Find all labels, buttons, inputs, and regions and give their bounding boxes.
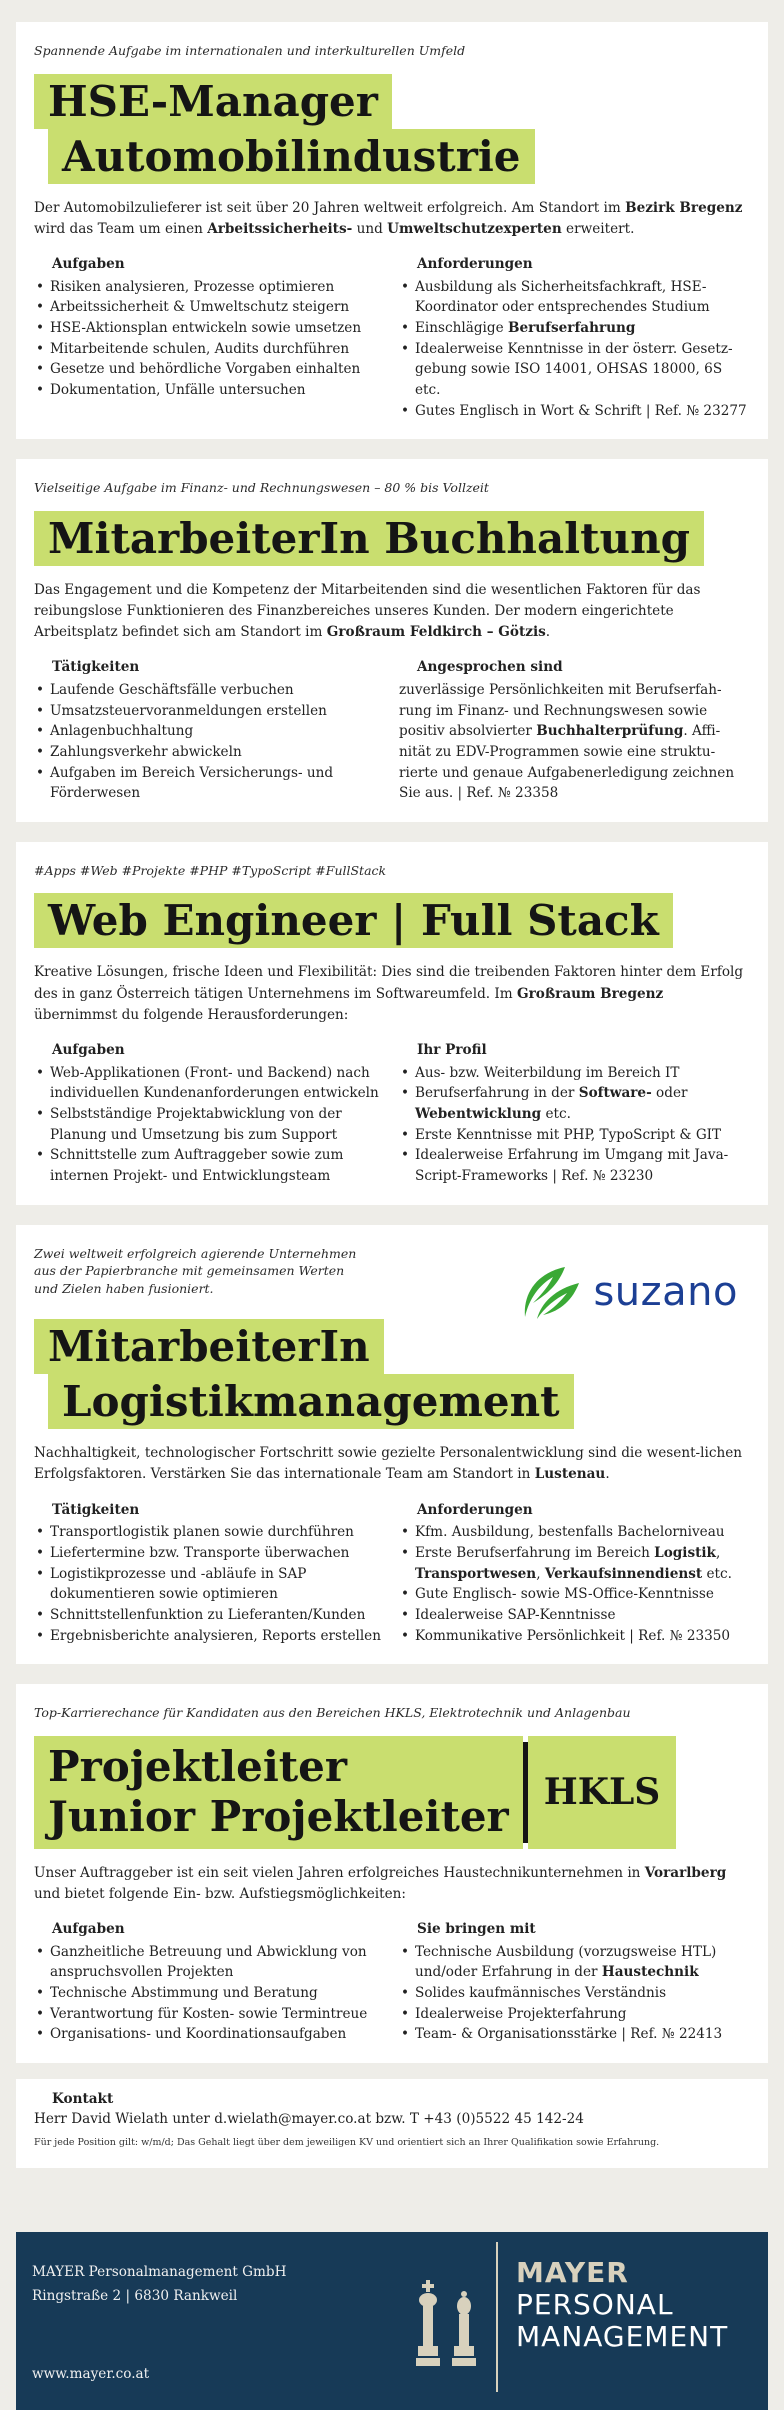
text: Einschlägige: [415, 319, 508, 336]
contact-section: [16, 2079, 768, 2168]
job-title: [34, 1736, 750, 1849]
list-item: • Anlagenbuchhaltung: [34, 721, 385, 742]
job-ad-buchhaltung: [16, 459, 768, 822]
job-intro: Top-Karrierechance für Kandidaten aus den Bereichen HKLS, Elektrotechnik und Anlagenbau: [34, 1705, 631, 1721]
requirements-column: [399, 1500, 750, 1647]
list-item: • Ausbildung als Sicherheitsfachkraft, HSE-Koordinator oder entsprechendes Studium: [399, 277, 750, 318]
mayer-logo: [516, 2258, 728, 2353]
job-title-line-1: MitarbeiterIn Buchhaltung: [34, 511, 704, 566]
job-intro: Spannende Aufgabe im internationalen und interkulturellen Umfeld: [34, 43, 466, 58]
suzano-leaf-icon: [519, 1263, 583, 1321]
job-ad-projektleiter: [16, 1684, 768, 2063]
emphasis: Buchhalterprüfung: [536, 723, 684, 740]
text: ,: [715, 1544, 721, 1561]
job-details: [34, 1040, 750, 1187]
job-intro: Zwei weltweit erfolgreich agierende Unternehmen aus der Papierbranche mit gemeinsamen Werten und Zielen haben fusioniert.: [34, 1245, 357, 1296]
tasks-column: [34, 1919, 385, 2045]
list-item: [399, 1543, 750, 1584]
company-street: Ringstraße 2 | 6830 Rankweil: [32, 2288, 238, 2305]
list-item: • Organisations- und Koordinationsaufgaben: [34, 2024, 385, 2045]
emphasis: Webentwicklung: [415, 1106, 542, 1123]
list-item: • Aus- bzw. Weiterbildung im Bereich IT: [399, 1063, 750, 1084]
tasks-list: [34, 680, 385, 804]
list-item: • Dokumentation, Unfälle untersuchen: [34, 380, 385, 401]
list-item: • Web-Applikationen (Front- und Backend) nach individuellen Kundenanforderungen entwickeln: [34, 1063, 385, 1104]
job-ad-logistik: [16, 1225, 768, 1665]
tasks-column: [34, 254, 385, 421]
suzano-wordmark: suzano: [593, 1268, 738, 1315]
job-title-line-1: HSE-Manager: [34, 74, 392, 129]
profile-column: [399, 1040, 750, 1187]
text: ,: [536, 1565, 545, 1582]
emphasis: Berufserfahrung: [507, 319, 636, 336]
requirements-column: [399, 254, 750, 421]
list-item: [399, 1083, 750, 1124]
text: Kreative Lösungen, frische Ideen und Flexibilität: Dies sind die treibenden Faktoren hinter dem Erfolg des in ganz Österreich tätigen Unternehmens im Softwareumfeld. Im: [34, 964, 744, 1002]
job-description: [34, 198, 750, 240]
tasks-heading: Tätigkeiten: [52, 1501, 140, 1518]
list-item: • Idealerweise SAP-Kenntnisse: [399, 1605, 750, 1626]
emphasis: Haustechnik: [601, 1964, 699, 1981]
job-description: [34, 1863, 750, 1905]
job-ad-hse-manager: [16, 22, 768, 439]
emphasis: Umweltschutzexperten: [387, 220, 562, 237]
text: Unser Auftraggeber ist ein seit vielen Jahren erfolgreiches Haustechnikunternehmen in: [34, 1864, 645, 1881]
list-item: • Aufgaben im Bereich Versicherungs- und Förderwesen: [34, 763, 385, 804]
list-item: • Logistikprozesse und -abläufe in SAP dokumentieren sowie optimieren: [34, 1564, 385, 1605]
contact-heading: Kontakt: [52, 2090, 114, 2107]
text: Berufserfahrung in der: [415, 1085, 579, 1102]
tasks-heading: Aufgaben: [52, 1042, 125, 1059]
emphasis: Logistik: [654, 1544, 716, 1561]
suzano-logo: [519, 1263, 738, 1321]
text: erweitert.: [561, 220, 635, 237]
emphasis: Transportwesen: [415, 1565, 537, 1582]
separator: [0, 1205, 784, 1225]
list-item: • Selbstständige Projektabwicklung von der Planung und Umsetzung bis zum Support: [34, 1104, 385, 1145]
profile-heading: Ihr Profil: [417, 1042, 487, 1059]
list-item: • Verantwortung für Kosten- sowie Termintreue: [34, 2004, 385, 2025]
tasks-list: [34, 1063, 385, 1187]
location: Großraum Feldkirch – Götzis: [326, 624, 546, 641]
list-item: • Gute Englisch- sowie MS-Office-Kenntnisse: [399, 1584, 750, 1605]
text: .: [605, 1466, 610, 1483]
brand-line-1: MAYER: [516, 2256, 629, 2289]
list-item: • Kfm. Ausbildung, bestenfalls Bachelorniveau: [399, 1522, 750, 1543]
text: Das Engagement und die Kompetenz der Mitarbeitenden sind die wesentlichen Faktoren für das reibungslose Funktionieren des Finanzbereiches unseres Kunden. Der modern eingerichtete Arbeitsplatz befindet sich am Standort im: [34, 581, 701, 641]
separator: [0, 822, 784, 842]
company-address: [32, 2260, 286, 2309]
separator: [0, 2063, 784, 2079]
job-details: [34, 657, 750, 804]
job-title-line-1: Projektleiter: [48, 1741, 348, 1791]
tasks-column: [34, 1500, 385, 1647]
list-item: • Idealerweise Projekterfahrung: [399, 2004, 750, 2025]
tasks-list: [34, 277, 385, 401]
contact-block: [34, 2089, 750, 2150]
list-item: • Kommunikative Persönlichkeit | Ref. № 23350: [399, 1626, 750, 1647]
job-intro: #Apps #Web #Projekte #PHP #TypoScript #FullStack: [34, 862, 387, 878]
text: .: [545, 624, 551, 641]
job-title-line-2: Logistikmanagement: [48, 1374, 574, 1429]
tasks-column: [34, 657, 385, 804]
website-link[interactable]: www.mayer.co.at: [32, 2366, 150, 2382]
emphasis: Arbeitssicherheits-: [207, 220, 353, 237]
list-item: • Liefertermine bzw. Transporte überwachen: [34, 1543, 385, 1564]
tasks-heading: Aufgaben: [52, 1920, 125, 1937]
location: Lustenau: [534, 1466, 606, 1483]
text: Der Automobilzulieferer ist seit über 20 Jahren weltweit erfolgreich. Am Standort im: [34, 199, 626, 216]
job-title: [34, 511, 750, 566]
list-item: • Umsatzsteuervoranmeldungen erstellen: [34, 701, 385, 722]
location: Großraum Bregenz: [517, 985, 664, 1002]
job-title-line-1: MitarbeiterIn: [34, 1319, 384, 1374]
profile-heading: Sie bringen mit: [417, 1920, 536, 1937]
list-item: • Mitarbeitende schulen, Audits durchführen: [34, 339, 385, 360]
text: übernimmst du folgende Herausforderungen:: [34, 1006, 349, 1023]
text: Erste Berufserfahrung im Bereich: [415, 1544, 655, 1561]
company-name: MAYER Personalmanagement GmbH: [32, 2264, 287, 2280]
list-item: • Laufende Geschäftsfälle verbuchen: [34, 680, 385, 701]
requirements-heading: Anforderungen: [417, 255, 533, 272]
list-item: • HSE-Aktionsplan entwickeln sowie umsetzen: [34, 318, 385, 339]
list-item: • Gesetze und behördliche Vorgaben einhalten: [34, 359, 385, 380]
location: Vorarlberg: [644, 1864, 727, 1881]
tasks-list: [34, 1942, 385, 2045]
profile-text: [399, 680, 750, 804]
list-item: • Idealerweise Erfahrung im Umgang mit Java-Script-Frameworks | Ref. № 23230: [399, 1145, 750, 1186]
location: Bezirk Bregenz: [625, 199, 743, 216]
list-item: • Risiken analysieren, Prozesse optimieren: [34, 277, 385, 298]
job-intro: Vielseitige Aufgabe im Finanz- und Rechnungswesen – 80 % bis Vollzeit: [34, 480, 489, 496]
job-title: [34, 74, 750, 184]
job-description: [34, 1443, 750, 1485]
job-title-line-1: Web Engineer | Full Stack: [34, 893, 673, 948]
job-title-line-2: Junior Projektleiter: [48, 1792, 509, 1842]
job-description: [34, 580, 750, 644]
text: etc.: [702, 1565, 732, 1582]
job-description: [34, 962, 750, 1026]
job-title-line-2: Automobilindustrie: [48, 129, 535, 184]
job-details: [34, 1919, 750, 2045]
list-item: • Team- & Organisationsstärke | Ref. № 22413: [399, 2024, 750, 2045]
profile-list: [399, 1942, 750, 2045]
list-item: • Schnittstellenfunktion zu Lieferanten/Kunden: [34, 1605, 385, 1626]
list-item: • Ganzheitliche Betreuung und Abwicklung von anspruchsvollen Projekten: [34, 1942, 385, 1983]
profile-column: [399, 1919, 750, 2045]
list-item: • Solides kaufmännisches Verständnis: [399, 1983, 750, 2004]
job-title-side-label: HKLS: [528, 1736, 677, 1849]
list-item: • Transportlogistik planen sowie durchführen: [34, 1522, 385, 1543]
text: oder: [651, 1085, 688, 1102]
profile-list: [399, 1063, 750, 1187]
chess-pieces-icon: [416, 2278, 488, 2378]
text: und bietet folgende Ein- bzw. Aufstiegsmöglichkeiten:: [34, 1885, 406, 1902]
footer: [16, 2232, 768, 2410]
top-strip: [0, 0, 784, 22]
list-item: • Ergebnisberichte analysieren, Reports erstellen: [34, 1626, 385, 1647]
list-item: • Technische Abstimmung und Beratung: [34, 1983, 385, 2004]
tasks-heading: Tätigkeiten: [52, 659, 140, 676]
text: zuverlässige Persönlichkeiten mit Berufserfah-rung im Finanz- und Rechnungswesen sowie positiv absolvierter: [399, 682, 722, 740]
tasks-list: [34, 1522, 385, 1646]
text: Nachhaltigkeit, technologischer Fortschritt sowie gezielte Personalentwicklung sind die wesent-lichen Erfolgsfaktoren. Verstärken Sie das internationale Team am Standort in: [34, 1445, 742, 1483]
job-title-main: [34, 1736, 523, 1849]
list-item: • Schnittstelle zum Auftraggeber sowie zum internen Projekt- und Entwicklungsteam: [34, 1145, 385, 1186]
emphasis: Verkaufsinnendienst: [544, 1565, 703, 1582]
emphasis: Software-: [578, 1085, 652, 1102]
job-title: [34, 893, 750, 948]
list-item: • Zahlungsverkehr abwickeln: [34, 742, 385, 763]
list-item: [399, 1942, 750, 1983]
separator: [0, 439, 784, 459]
requirements-list: [399, 1522, 750, 1646]
brand-line-2: PERSONAL: [516, 2287, 674, 2321]
tasks-column: [34, 1040, 385, 1187]
list-item: • Idealerweise Kenntnisse in der österr. Gesetz-gebung sowie ISO 14001, OHSAS 18000, 6S etc.: [399, 339, 750, 401]
text: Technische Ausbildung (vorzugsweise HTL) und/oder Erfahrung in der: [415, 1943, 717, 1981]
list-item: • Arbeitssicherheit & Umweltschutz steigern: [34, 297, 385, 318]
tasks-heading: Aufgaben: [52, 255, 125, 272]
list-item: • Erste Kenntnisse mit PHP, TypoScript & GIT: [399, 1125, 750, 1146]
requirements-list: [399, 277, 750, 422]
text: . Affi-nität zu EDV-Programmen sowie eine struktu-rierte und genaue Aufgabenerledigung zeichnen Sie aus. | Ref. № 23358: [399, 723, 735, 802]
requirements-heading: Anforderungen: [417, 1501, 533, 1518]
brand-divider: [496, 2242, 498, 2392]
profile-column: [399, 657, 750, 804]
separator: [0, 1664, 784, 1684]
job-title: [34, 1319, 750, 1429]
list-item: • Gutes Englisch in Wort & Schrift | Ref. № 23277: [399, 401, 750, 422]
job-details: [34, 1500, 750, 1647]
job-ad-web-engineer: [16, 842, 768, 1205]
text: etc.: [541, 1106, 571, 1123]
job-details: [34, 254, 750, 421]
list-item: [399, 318, 750, 339]
text: und: [352, 220, 388, 237]
fine-print: Für jede Position gilt: w/m/d; Das Gehalt liegt über dem jeweiligen KV und orientiert sich an Ihrer Qualifikation sowie Erfahrung.: [34, 2136, 660, 2148]
contact-line[interactable]: Herr David Wielath unter d.wielath@mayer.co.at bzw. T +43 (0)5522 45 142-24: [34, 2111, 584, 2128]
text: wird das Team um einen: [34, 220, 208, 237]
brand-line-3: MANAGEMENT: [516, 2319, 729, 2353]
profile-heading: Angesprochen sind: [417, 659, 563, 676]
